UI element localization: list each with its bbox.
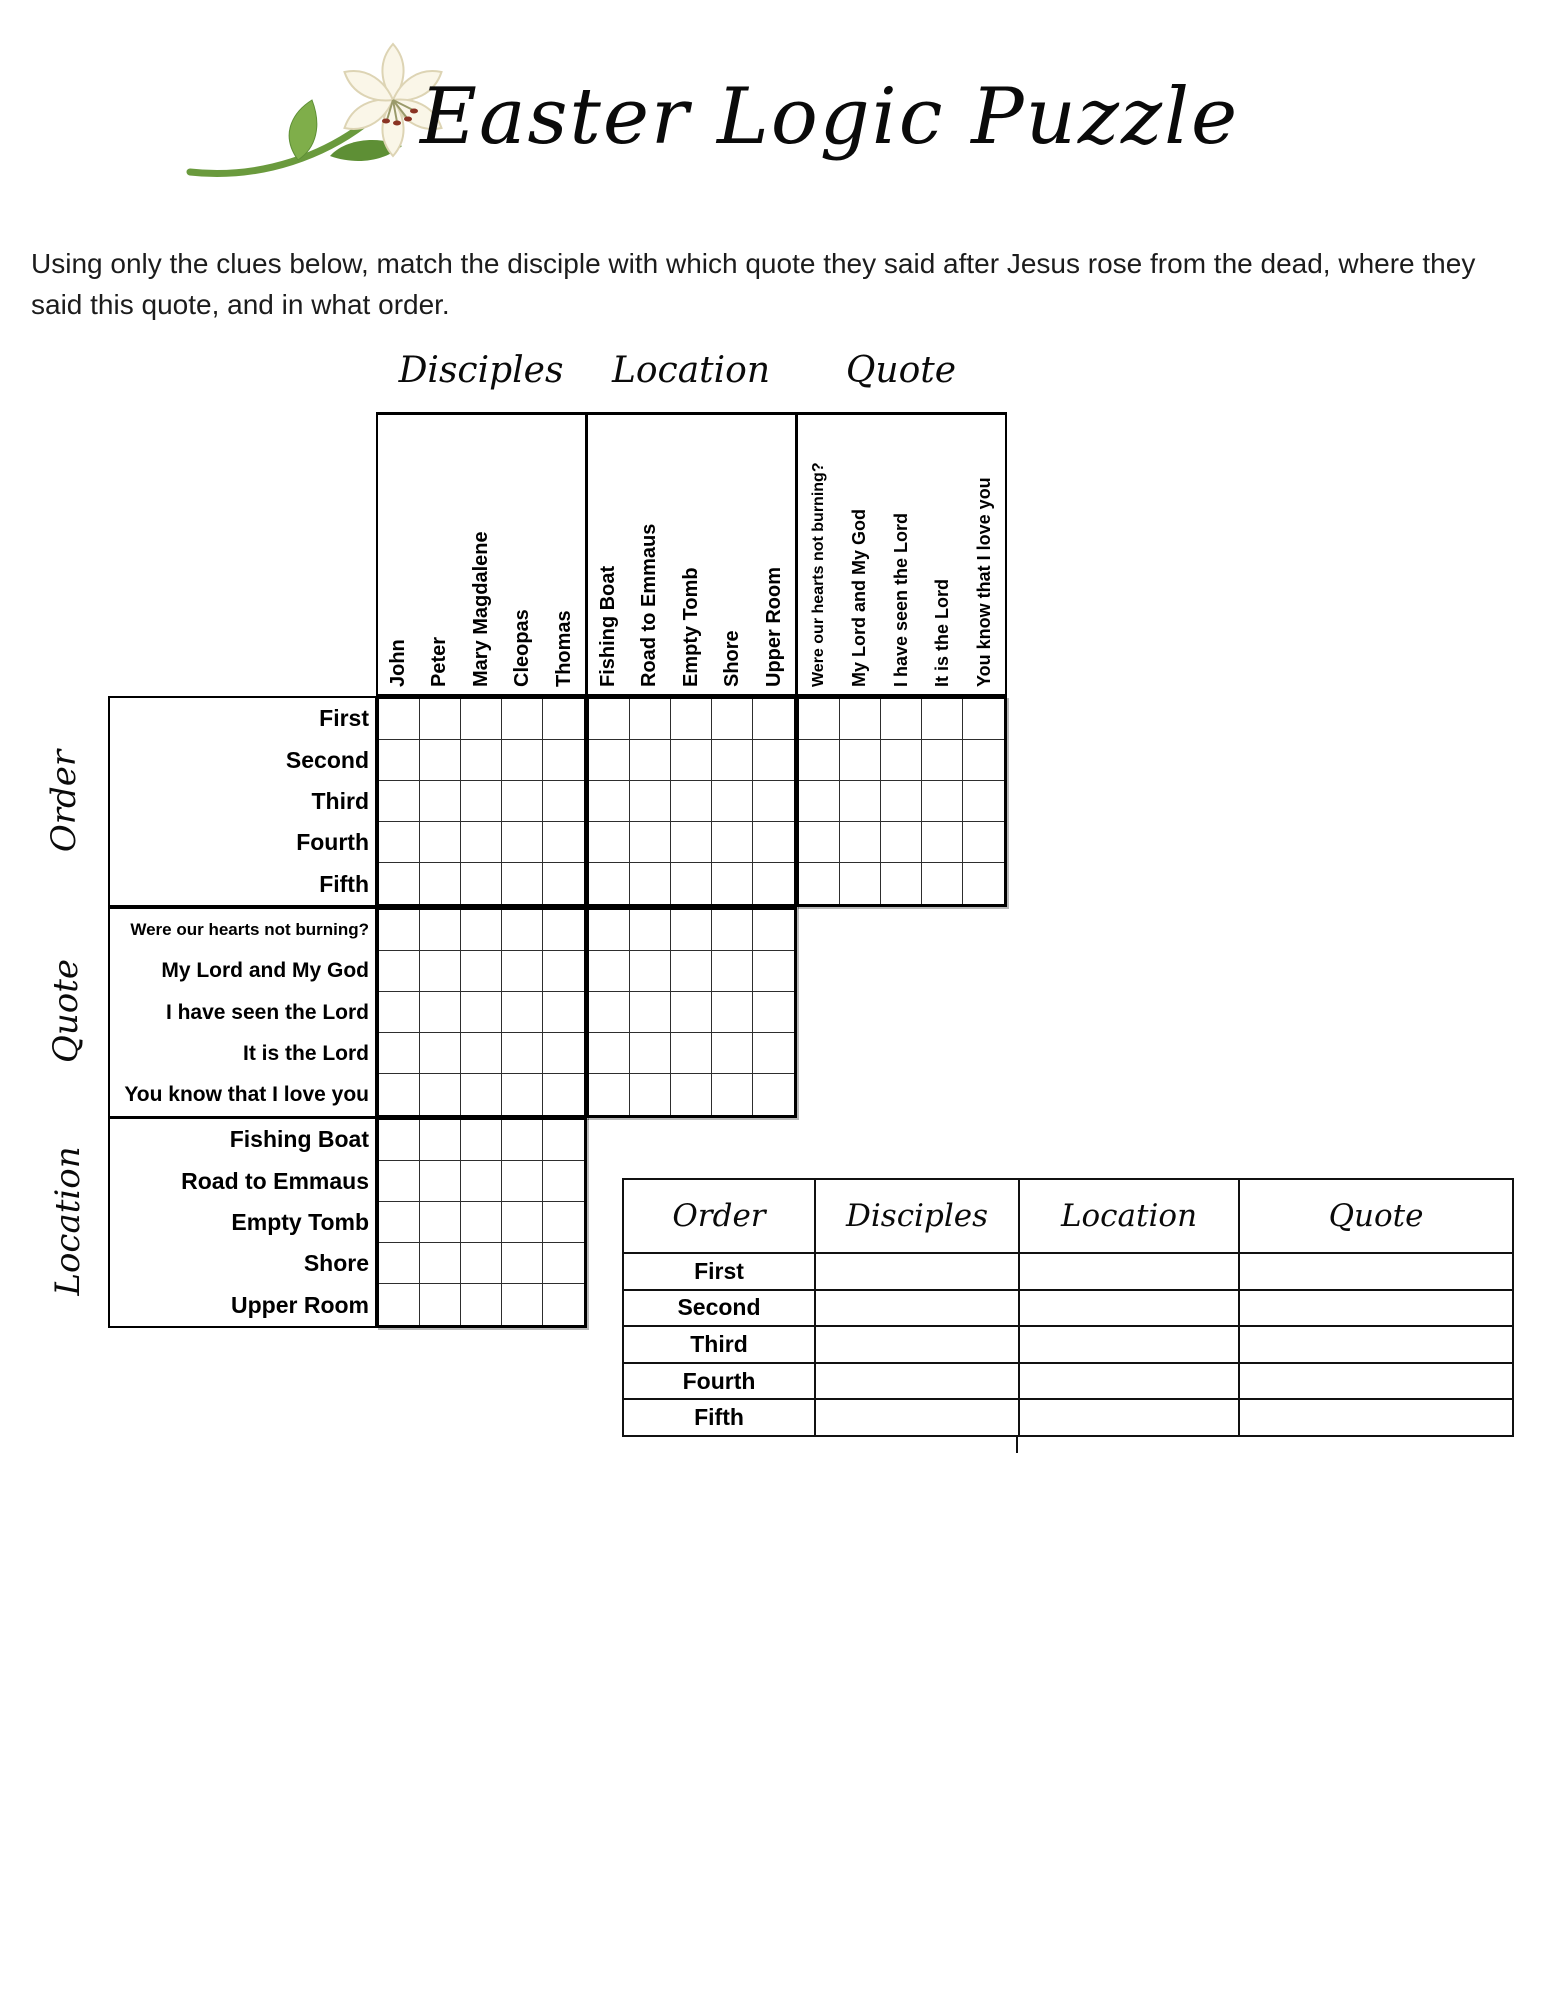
grid-cell[interactable]	[543, 1120, 584, 1161]
grid-cell[interactable]	[461, 910, 502, 951]
grid-cell[interactable]	[461, 699, 502, 740]
grid-cell[interactable]	[840, 740, 881, 781]
grid-cell[interactable]	[630, 740, 671, 781]
grid-cell[interactable]	[589, 951, 630, 992]
grid-cell[interactable]	[502, 1033, 543, 1074]
grid-cell[interactable]	[840, 699, 881, 740]
column-header: Thomas	[552, 610, 575, 687]
grid-cell[interactable]	[671, 699, 712, 740]
grid-cell[interactable]	[753, 699, 794, 740]
row-label: Road to Emmaus	[181, 1167, 369, 1194]
grid-cell[interactable]	[543, 1033, 584, 1074]
row-labels-quote	[108, 907, 377, 1118]
grid-cell[interactable]	[799, 699, 840, 740]
answer-row-label: Third	[624, 1325, 814, 1362]
answer-cell[interactable]	[1238, 1325, 1512, 1362]
grid-cell[interactable]	[379, 863, 420, 904]
grid-cell[interactable]	[630, 910, 671, 951]
column-headers-disciples	[376, 412, 587, 696]
grid-cell[interactable]	[420, 992, 461, 1033]
grid-cell[interactable]	[420, 1202, 461, 1243]
grid-cell[interactable]	[543, 1202, 584, 1243]
grid-cell[interactable]	[379, 1243, 420, 1284]
grid-cell[interactable]	[881, 781, 922, 822]
answer-cell[interactable]	[1238, 1362, 1512, 1399]
grid-cell[interactable]	[753, 910, 794, 951]
grid-cell[interactable]	[963, 822, 1004, 863]
row-labels-order	[108, 696, 377, 907]
grid-cell[interactable]	[502, 1074, 543, 1115]
answer-header-order: Order	[672, 1198, 766, 1234]
grid-cell[interactable]	[420, 1243, 461, 1284]
grid-cell[interactable]	[630, 822, 671, 863]
answer-header-location: Location	[1018, 1180, 1238, 1252]
grid-cell[interactable]	[712, 1033, 753, 1074]
grid-cell[interactable]	[630, 863, 671, 904]
grid-cell[interactable]	[543, 740, 584, 781]
grid-cell[interactable]	[379, 992, 420, 1033]
grid-cell[interactable]	[630, 992, 671, 1033]
grid-cell[interactable]	[502, 1202, 543, 1243]
grid-cell[interactable]	[502, 863, 543, 904]
row-label: Shore	[303, 1250, 369, 1277]
grid-cell[interactable]	[420, 1120, 461, 1161]
grid-block-order-location	[586, 696, 797, 907]
grid-cell[interactable]	[963, 781, 1004, 822]
grid-cell[interactable]	[922, 863, 963, 904]
grid-cell[interactable]	[502, 699, 543, 740]
answer-row-label: Fifth	[624, 1398, 814, 1435]
grid-cell[interactable]	[671, 951, 712, 992]
grid-cell[interactable]	[630, 1074, 671, 1115]
grid-cell[interactable]	[461, 863, 502, 904]
grid-cell[interactable]	[630, 951, 671, 992]
grid-cell[interactable]	[630, 699, 671, 740]
grid-cell[interactable]	[379, 1120, 420, 1161]
grid-cell[interactable]	[502, 910, 543, 951]
grid-cell[interactable]	[461, 781, 502, 822]
grid-cell[interactable]	[461, 1161, 502, 1202]
grid-cell[interactable]	[799, 781, 840, 822]
row-label: First	[319, 705, 369, 732]
grid-cell[interactable]	[420, 910, 461, 951]
grid-cell[interactable]	[420, 822, 461, 863]
grid-cell[interactable]	[881, 740, 922, 781]
grid-cell[interactable]	[502, 822, 543, 863]
grid-cell[interactable]	[922, 822, 963, 863]
grid-cell[interactable]	[671, 863, 712, 904]
column-header: Cleopas	[511, 609, 534, 687]
row-label: Empty Tomb	[231, 1209, 369, 1236]
column-header: Shore	[721, 630, 744, 687]
grid-cell[interactable]	[799, 740, 840, 781]
answer-cell[interactable]	[1018, 1398, 1238, 1435]
grid-cell[interactable]	[379, 1074, 420, 1115]
grid-cell[interactable]	[922, 699, 963, 740]
grid-cell[interactable]	[461, 740, 502, 781]
row-group-title-quote: Quote	[46, 958, 86, 1064]
grid-cell[interactable]	[543, 1074, 584, 1115]
column-header: John	[387, 639, 409, 687]
grid-cell[interactable]	[461, 951, 502, 992]
grid-cell[interactable]	[799, 822, 840, 863]
row-label: Were our hearts not burning?	[130, 919, 369, 939]
grid-cell[interactable]	[753, 1033, 794, 1074]
grid-cell[interactable]	[379, 1161, 420, 1202]
row-label: Fifth	[319, 870, 369, 897]
grid-cell[interactable]	[543, 781, 584, 822]
grid-cell[interactable]	[963, 863, 1004, 904]
grid-cell[interactable]	[712, 910, 753, 951]
row-group-title-location: Location	[48, 1146, 88, 1296]
column-header: Peter	[428, 636, 451, 687]
grid-cell[interactable]	[753, 1074, 794, 1115]
row-label: Upper Room	[231, 1291, 369, 1318]
grid-cell[interactable]	[502, 1284, 543, 1325]
grid-cell[interactable]	[671, 1074, 712, 1115]
grid-cell[interactable]	[589, 910, 630, 951]
grid-cell[interactable]	[589, 992, 630, 1033]
grid-cell[interactable]	[420, 863, 461, 904]
grid-cell[interactable]	[420, 1074, 461, 1115]
answer-cell[interactable]	[814, 1362, 1018, 1399]
grid-cell[interactable]	[461, 822, 502, 863]
grid-cell[interactable]	[543, 699, 584, 740]
grid-block-quote-disciples	[376, 907, 587, 1118]
grid-block-quote-location	[586, 907, 797, 1118]
answer-cell[interactable]	[1238, 1289, 1512, 1326]
grid-cell[interactable]	[712, 781, 753, 822]
grid-cell[interactable]	[712, 992, 753, 1033]
page-title: Easter Logic Puzzle	[420, 72, 1240, 162]
answer-table	[622, 1178, 1514, 1437]
grid-cell[interactable]	[840, 781, 881, 822]
answer-cell[interactable]	[1018, 1325, 1238, 1362]
answer-cell[interactable]	[814, 1398, 1018, 1435]
grid-cell[interactable]	[589, 1074, 630, 1115]
grid-cell[interactable]	[881, 699, 922, 740]
grid-cell[interactable]	[379, 910, 420, 951]
grid-cell[interactable]	[922, 740, 963, 781]
column-header: Upper Room	[762, 567, 785, 687]
column-header: Mary Magdalene	[469, 531, 492, 687]
grid-cell[interactable]	[543, 1243, 584, 1284]
grid-cell[interactable]	[630, 781, 671, 822]
grid-cell[interactable]	[753, 992, 794, 1033]
grid-cell[interactable]	[420, 1284, 461, 1325]
instructions-text: Using only the clues below, match the disciple with which quote they said after Jesus rose from the dead, where they said this quote, and in what order.	[31, 248, 1476, 320]
grid-cell[interactable]	[589, 822, 630, 863]
answer-row-label: First	[624, 1252, 814, 1289]
answer-cell[interactable]	[1238, 1252, 1512, 1289]
grid-cell[interactable]	[840, 822, 881, 863]
column-group-title-quote: Quote	[845, 350, 957, 391]
grid-cell[interactable]	[671, 992, 712, 1033]
grid-cell[interactable]	[502, 951, 543, 992]
grid-cell[interactable]	[712, 740, 753, 781]
grid-cell[interactable]	[671, 1033, 712, 1074]
grid-cell[interactable]	[671, 910, 712, 951]
grid-cell[interactable]	[543, 992, 584, 1033]
grid-block-location-disciples	[376, 1117, 587, 1328]
grid-cell[interactable]	[461, 1120, 502, 1161]
column-header: It is the Lord	[932, 579, 953, 687]
answer-cell[interactable]	[814, 1289, 1018, 1326]
grid-cell[interactable]	[712, 1074, 753, 1115]
grid-cell[interactable]	[502, 992, 543, 1033]
row-label: Third	[311, 788, 369, 815]
grid-cell[interactable]	[712, 699, 753, 740]
grid-cell[interactable]	[753, 822, 794, 863]
grid-cell[interactable]	[799, 863, 840, 904]
column-header: My Lord and My God	[849, 509, 870, 687]
row-label: Fourth	[296, 829, 369, 856]
grid-cell[interactable]	[379, 1033, 420, 1074]
grid-cell[interactable]	[502, 781, 543, 822]
row-label: I have seen the Lord	[165, 1000, 369, 1024]
grid-block-order-disciples	[376, 696, 587, 907]
row-label: You know that I love you	[124, 1083, 369, 1107]
grid-cell[interactable]	[753, 781, 794, 822]
row-label: It is the Lord	[243, 1041, 369, 1065]
grid-cell[interactable]	[881, 822, 922, 863]
column-header: Empty Tomb	[679, 567, 702, 687]
grid-cell[interactable]	[379, 740, 420, 781]
column-header: Road to Emmaus	[638, 523, 661, 687]
answer-row-label: Second	[624, 1289, 814, 1326]
grid-cell[interactable]	[712, 863, 753, 904]
grid-cell[interactable]	[543, 910, 584, 951]
grid-cell[interactable]	[420, 781, 461, 822]
grid-block-order-quote	[796, 696, 1007, 907]
grid-cell[interactable]	[502, 740, 543, 781]
grid-cell[interactable]	[379, 699, 420, 740]
row-label: My Lord and My God	[161, 959, 369, 983]
column-header: Were our hearts not burning?	[810, 462, 827, 687]
grid-cell[interactable]	[589, 740, 630, 781]
grid-cell[interactable]	[461, 1202, 502, 1243]
grid-cell[interactable]	[671, 740, 712, 781]
grid-cell[interactable]	[840, 863, 881, 904]
grid-cell[interactable]	[671, 822, 712, 863]
column-header: You know that I love you	[973, 477, 994, 687]
column-header: Fishing Boat	[597, 565, 619, 687]
grid-cell[interactable]	[753, 863, 794, 904]
column-group-title-location: Location	[611, 350, 771, 391]
grid-cell[interactable]	[589, 1033, 630, 1074]
answer-row-label: Fourth	[624, 1362, 814, 1399]
answer-cell[interactable]	[814, 1325, 1018, 1362]
grid-cell[interactable]	[379, 1284, 420, 1325]
answer-cell[interactable]	[814, 1252, 1018, 1289]
grid-cell[interactable]	[712, 951, 753, 992]
grid-cell[interactable]	[461, 1284, 502, 1325]
grid-cell[interactable]	[420, 740, 461, 781]
grid-cell[interactable]	[379, 822, 420, 863]
answer-header-quote: Quote	[1238, 1180, 1512, 1252]
grid-cell[interactable]	[420, 1161, 461, 1202]
grid-cell[interactable]	[753, 740, 794, 781]
grid-cell[interactable]	[543, 951, 584, 992]
column-header: I have seen the Lord	[890, 512, 911, 687]
row-labels-location	[108, 1117, 377, 1328]
grid-cell[interactable]	[589, 863, 630, 904]
column-group-title-disciples: Disciples	[398, 350, 564, 391]
grid-cell[interactable]	[543, 863, 584, 904]
grid-cell[interactable]	[502, 1161, 543, 1202]
grid-cell[interactable]	[963, 740, 1004, 781]
grid-cell[interactable]	[881, 863, 922, 904]
grid-cell[interactable]	[379, 781, 420, 822]
grid-cell[interactable]	[379, 1202, 420, 1243]
column-divider-overhang	[1016, 1437, 1018, 1453]
column-headers-quote	[796, 412, 1007, 696]
column-headers-location	[586, 412, 797, 696]
grid-cell[interactable]	[922, 781, 963, 822]
grid-cell[interactable]	[461, 1243, 502, 1284]
row-group-title-order: Order	[44, 749, 84, 853]
answer-cell[interactable]	[1238, 1398, 1512, 1435]
grid-cell[interactable]	[589, 781, 630, 822]
grid-cell[interactable]	[543, 1284, 584, 1325]
grid-cell[interactable]	[753, 951, 794, 992]
answer-cell[interactable]	[1018, 1252, 1238, 1289]
answer-header-disciples: Disciples	[814, 1180, 1018, 1252]
answer-cell[interactable]	[1018, 1289, 1238, 1326]
grid-cell[interactable]	[630, 1033, 671, 1074]
answer-cell[interactable]	[1018, 1362, 1238, 1399]
row-label: Second	[285, 746, 369, 773]
grid-cell[interactable]	[420, 699, 461, 740]
grid-cell[interactable]	[461, 992, 502, 1033]
grid-cell[interactable]	[502, 1120, 543, 1161]
grid-cell[interactable]	[461, 1074, 502, 1115]
lily-icon	[182, 36, 452, 188]
grid-cell[interactable]	[420, 951, 461, 992]
grid-cell[interactable]	[379, 951, 420, 992]
grid-cell[interactable]	[543, 1161, 584, 1202]
grid-cell[interactable]	[543, 822, 584, 863]
grid-cell[interactable]	[420, 1033, 461, 1074]
grid-cell[interactable]	[963, 699, 1004, 740]
grid-cell[interactable]	[671, 781, 712, 822]
grid-cell[interactable]	[589, 699, 630, 740]
row-label: Fishing Boat	[229, 1126, 369, 1153]
grid-cell[interactable]	[461, 1033, 502, 1074]
grid-cell[interactable]	[712, 822, 753, 863]
grid-cell[interactable]	[502, 1243, 543, 1284]
